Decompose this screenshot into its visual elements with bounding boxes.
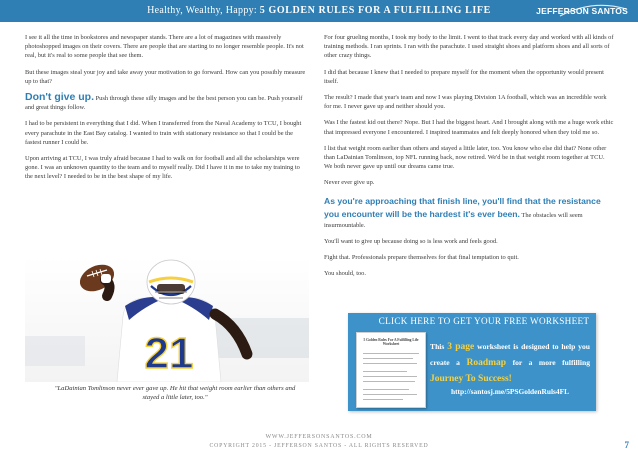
jersey-number: 21 xyxy=(144,329,194,378)
footer-copyright: COPYRIGHT 2015 - JEFFERSON SANTOS - ALL RIGHTS RESERVED xyxy=(209,443,429,449)
football-player-photo xyxy=(25,256,309,382)
left-paragraph-5: Upon arriving at TCU, I was truly afraid because I had to walk on for football and all the scholarships were gone. I was an unknown quantity to the team and to myself really. Did I have it in me to take my training to the next level? I needed to be in the best shape of my life. xyxy=(25,155,300,181)
worksheet-thumbnail[interactable] xyxy=(356,332,426,408)
right-paragraph-7: You'll want to give up because doing so is less work and feels good. xyxy=(324,237,498,245)
right-paragraph-2: I did that because I knew that I needed to prepare myself for the moment when the opportunity would present itself. xyxy=(324,68,604,85)
promo-text-part: This xyxy=(430,342,448,351)
left-column xyxy=(25,33,309,189)
worksheet-title: 5 Golden Rules For A Fulfilling Life Worksheet xyxy=(363,338,419,347)
left-paragraph-4: I had to be persistent in everything that I did. When I transferred from the Naval Academy to TCU, I bought every parachute in the East Bay catalog. I wanted to train with stationary resistance so that I could be the fastest runner I could be. xyxy=(25,120,302,146)
right-paragraph-9: You should, too. xyxy=(324,270,366,278)
left-paragraph-3 xyxy=(25,93,309,112)
left-paragraph-1: I see it all the time in bookstores and newspaper stands. There are a lot of magazines with massively photoshopped images on their covers. There are people that are starting to no longer resemble people. It's not real, but it's real to some people that see them. xyxy=(25,34,304,60)
worksheet-line xyxy=(363,363,417,364)
header-title-bold: 5 GOLDEN RULES FOR A FULFILLING LIFE xyxy=(259,5,491,16)
get-worksheet-button[interactable]: CLICK HERE TO GET YOUR FREE WORKSHEET xyxy=(378,316,590,326)
resistance-heading: As you're approaching that finish line, you'll find that the resistance you encounter will be the hardest it's ever been. xyxy=(324,195,601,219)
right-paragraph-3: The result? I made that year's team and now I was playing Division 1A football, which was an incredible work for me. I never gave up and neither should you. xyxy=(324,94,607,111)
right-paragraph-1: For four grueling months, I took my body to the limit. I went to that track every day and worked with all kinds of training methods. I ran sprints. I ran with the parachute. I used straight shoes and platform shoes and all sorts of other crazy things. xyxy=(324,34,614,60)
player-illustration xyxy=(25,256,309,382)
promo-highlight-pages: 3 page xyxy=(447,342,475,352)
promo-highlight-roadmap: Roadmap xyxy=(466,358,507,368)
right-column xyxy=(324,33,614,285)
photo-caption: "LaDainian Tomlinson never ever gave up. He hit that weight room earlier than others and stayed a little later, too." xyxy=(54,385,296,401)
promo-text-part: worksheet is designed to help you create a xyxy=(430,342,590,367)
resistance-paragraph xyxy=(324,195,614,230)
worksheet-line xyxy=(363,353,419,354)
left-paragraph-2: But these images steal your joy and take away your motivation to go forward. How can you possibly measure up to that? xyxy=(25,68,306,85)
dont-give-up-lead: Don't give up. xyxy=(25,91,94,104)
worksheet-line xyxy=(363,371,407,372)
worksheet-line xyxy=(363,358,413,359)
resistance-heading-rest: The obstacles will seem insurmountable. xyxy=(324,211,583,229)
footer-url[interactable]: WWW.JEFFERSONSANTOS.COM xyxy=(265,434,373,440)
worksheet-line xyxy=(363,394,417,395)
left-paragraph-3-rest: Push through these silly images and be the best person you can be. Push yourself and great things follow. xyxy=(25,95,303,112)
right-paragraph-8: Fight that. Professionals prepare themselves for that final temptation to quit. xyxy=(324,254,519,262)
right-paragraph-6: Never ever give up. xyxy=(324,179,375,187)
right-paragraph-5: I list that weight room earlier than others and stayed a little later, too. You know who else did that? None other than LaDainian Tomlinson, top NFL running back, now retired. We'd be in that weight room together at TCU. We both never gave up until our dreams came true. xyxy=(324,144,607,171)
promo-text-part: for a more fulfilling xyxy=(506,358,590,367)
header-title-plain: Healthy, Wealthy, Happy: xyxy=(147,5,260,16)
worksheet-description xyxy=(430,339,590,387)
page-number: 7 xyxy=(624,440,629,450)
logo-text: JEFFERSON SANTOS xyxy=(536,6,628,16)
worksheet-line xyxy=(363,399,403,400)
worksheet-link[interactable]: http://santosj.me/5PSGoldenRuls4FL xyxy=(450,387,570,396)
page-header xyxy=(0,0,638,22)
worksheet-line xyxy=(363,389,409,390)
promo-highlight-journey: Journey To Success! xyxy=(430,374,512,384)
worksheet-line xyxy=(363,381,415,382)
right-paragraph-4: Was I the fastest kid out there? Nope. But I had the biggest heart. And I brought along with me a huge work ethic that impressed everyone I encountered. I inspired teammates and felt deeply honored when they told me so. xyxy=(324,119,614,136)
worksheet-line xyxy=(363,376,417,377)
